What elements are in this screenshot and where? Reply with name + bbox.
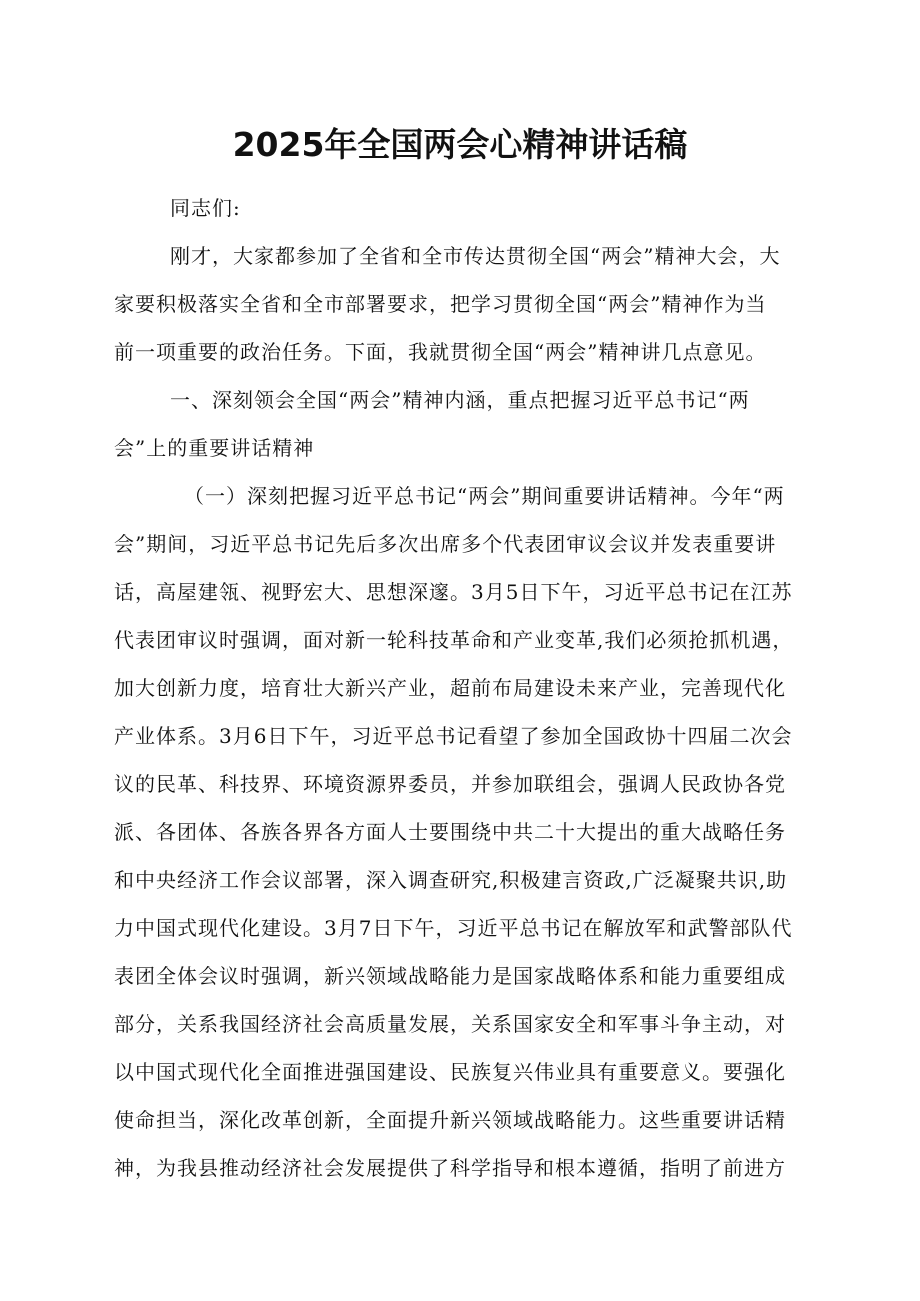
text-line: 以中国式现代化全面推进强国建设、民族复兴伟业具有重要意义。要强化 <box>114 1060 786 1084</box>
text-line: 议的民革、科技界、环境资源界委员，并参加联组会，强调人民政协各党 <box>114 772 786 796</box>
text-line: （一）深刻把握习近平总书记“两会”期间重要讲话精神。今年“两 <box>184 484 785 508</box>
section-heading-1 <box>114 376 784 472</box>
text-line: 会”上的重要讲话精神 <box>114 436 315 460</box>
text-line: 神，为我县推动经济社会发展提供了科学指导和根本遵循，指明了前进方 <box>114 1156 786 1180</box>
text-line: 派、各团体、各族各界各方面人士要围绕中共二十大提出的重大战略任务 <box>114 820 786 844</box>
text-line: 表团全体会议时强调，新兴领域战略能力是国家战略体系和能力重要组成 <box>114 964 786 988</box>
salutation: 同志们: <box>170 196 241 220</box>
text-line: 部分，关系我国经济社会高质量发展，关系国家安全和军事斗争主动，对 <box>114 1012 786 1036</box>
text-line: 力中国式现代化建设。3月7日下午，习近平总书记在解放军和武警部队代 <box>114 916 793 940</box>
paragraph-subsection-1 <box>114 472 794 1192</box>
text-line: 和中央经济工作会议部署，深入调查研究,积极建言资政,广泛凝聚共识,助 <box>114 868 788 892</box>
text-line: 前一项重要的政治任务。下面，我就贯彻全国“两会”精神讲几点意见。 <box>114 340 767 364</box>
paragraph-intro <box>114 232 784 376</box>
text-line: 代表团审议时强调，面对新一轮科技革命和产业变革,我们必须抢抓机遇， <box>114 628 794 652</box>
text-line: 会”期间，习近平总书记先后多次出席多个代表团审议会议并发表重要讲 <box>114 532 777 556</box>
text-line: 加大创新力度，培育壮大新兴产业，超前布局建设未来产业，完善现代化 <box>114 676 786 700</box>
document-title: 2025年全国两会心精神讲话稿 <box>232 125 688 164</box>
text-line: 一、深刻领会全国“两会”精神内涵，重点把握习近平总书记“两 <box>170 388 750 412</box>
document-body <box>114 184 794 1192</box>
text-line: 家要积极落实全省和全市部署要求，把学习贯彻全国“两会”精神作为当 <box>114 292 767 316</box>
text-line: 产业体系。3月6日下午，习近平总书记看望了参加全国政协十四届二次会 <box>114 724 793 748</box>
text-line: 使命担当，深化改革创新，全面提升新兴领域战略能力。这些重要讲话精 <box>114 1108 786 1132</box>
text-line: 刚才，大家都参加了全省和全市传达贯彻全国“两会”精神大会，大 <box>170 244 781 268</box>
text-line: 话，高屋建瓴、视野宏大、思想深邃。3月5日下午，习近平总书记在江苏 <box>114 580 793 604</box>
